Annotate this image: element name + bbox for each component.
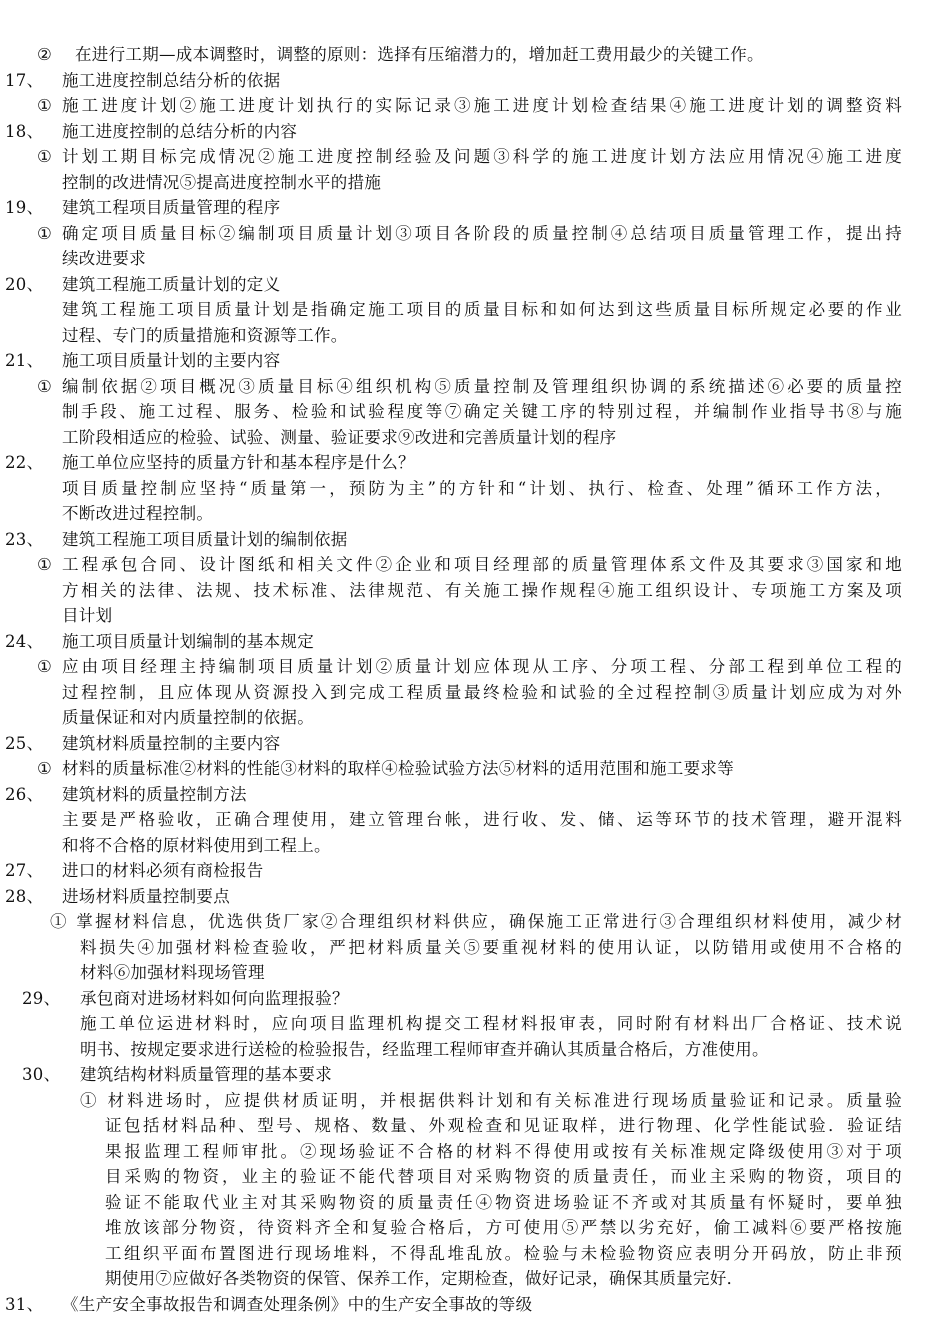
item-number: 22、 <box>5 453 44 472</box>
line-text: 施工项目质量计划编制的基本规定 <box>62 631 314 651</box>
line-text: 进场材料质量控制要点 <box>62 886 230 906</box>
line-text: 控制的改进情况⑤提高进度控制水平的措施 <box>62 172 382 192</box>
item-number: ① <box>37 376 53 396</box>
item-number: ① <box>37 759 53 778</box>
text-line <box>0 195 950 221</box>
item-number: 27、 <box>5 861 44 880</box>
line-text: 建筑工程施工项目质量计划的编制依据 <box>62 529 348 549</box>
item-number: 25、 <box>5 733 44 753</box>
text-line <box>0 833 950 859</box>
line-text: 工程承包合同、设计图纸和相关文件②企业和项目经理部的质量管理体系文件及其要求③国家和地 <box>62 555 902 574</box>
line-text: 施工项目质量计划的主要内容 <box>62 351 281 370</box>
text-line <box>0 348 950 374</box>
text-line <box>0 42 950 68</box>
line-text: 建筑工程施工质量计划的定义 <box>62 274 281 294</box>
line-text: 堆放该部分物资，待资料齐全和复验合格后，方可使用⑤严禁以劣充好，偷工减料⑥要严格按施 <box>105 1218 902 1237</box>
text-line <box>0 705 950 731</box>
text-line <box>0 731 950 757</box>
text-line <box>0 272 950 298</box>
line-text: 验证不能取代业主对其采购物资的质量责任④物资进场验证不齐或对其质量有怀疑时，要单独 <box>105 1192 902 1212</box>
line-text: 计划工期目标完成情况②施工进度控制经验及问题③科学的施工进度计划方法应用情况④施工进度 <box>62 147 902 166</box>
line-text: 建筑材料的质量控制方法 <box>62 784 247 804</box>
line-text: 编制依据②项目概况③质量目标④组织机构⑤质量控制及管理组织协调的系统描述⑥必要的质量控 <box>62 376 902 396</box>
line-text: 施工进度控制总结分析的依据 <box>62 70 281 90</box>
text-line <box>0 680 950 706</box>
text-line <box>0 68 950 94</box>
text-line <box>0 1190 950 1216</box>
line-text: 质量保证和对内质量控制的依据。 <box>62 708 314 727</box>
line-text: 明书、按规定要求进行送检的检验报告，经监理工程师审查并确认其质量合格后，方准使用。 <box>80 1039 769 1059</box>
text-line <box>0 221 950 247</box>
text-line <box>0 170 950 196</box>
line-text: 主要是严格验收，正确合理使用，建立管理台帐，进行收、发、储、运等环节的技术管理，避开混料 <box>62 810 902 829</box>
text-line <box>0 960 950 986</box>
text-line <box>0 1241 950 1267</box>
line-text: 制手段、施工过程、服务、检验和试验程度等⑦确定关键工序的特别过程，并编制作业指导书⑧与施 <box>62 402 902 421</box>
document-page <box>0 42 950 1317</box>
text-line <box>0 884 950 910</box>
line-text: 建筑工程项目质量管理的程序 <box>62 198 281 217</box>
line-text: 施工进度计划②施工进度计划执行的实际记录③施工进度计划检查结果④施工进度计划的调整资料 <box>62 96 902 115</box>
text-line <box>0 986 950 1012</box>
text-line <box>0 1266 950 1292</box>
line-text: 证包括材料品种、型号、规格、数量、外观检查和见证取样，进行物理、化学性能试验．验证结 <box>105 1116 902 1135</box>
line-text: 目采购的物资，业主的验证不能代替项目对采购物资的质量责任，而业主采购的物资，项目的 <box>105 1167 902 1186</box>
line-text: ① 材料进场时，应提供材质证明，并根据供料计划和有关标准进行现场质量验证和记录。质量验 <box>80 1090 902 1110</box>
line-text: 过程、专门的质量措施和资源等工作。 <box>62 325 348 345</box>
text-line <box>0 782 950 808</box>
item-number: 31、 <box>5 1294 44 1314</box>
line-text: 目计划 <box>62 606 113 625</box>
line-text: 应由项目经理主持编制项目质量计划②质量计划应体现从工序、分项工程、分部工程到单位工程的 <box>62 657 902 676</box>
text-line <box>0 756 950 782</box>
text-line <box>0 1062 950 1088</box>
text-line <box>0 1011 950 1037</box>
line-text: 承包商对进场材料如何向监理报验？ <box>80 988 349 1008</box>
text-line <box>0 935 950 961</box>
line-text: 《生产安全事故报告和调查处理条例》中的生产安全事故的等级 <box>62 1294 533 1314</box>
item-number: 28、 <box>5 886 44 906</box>
item-number: 17、 <box>5 70 44 90</box>
text-line <box>0 1139 950 1165</box>
item-number: ① <box>37 657 53 676</box>
line-text: 建筑材料质量控制的主要内容 <box>62 733 281 753</box>
text-line <box>0 119 950 145</box>
item-number: 19、 <box>5 198 44 217</box>
text-line <box>0 144 950 170</box>
line-text: 方相关的法律、法规、技术标准、法律规范、有关施工操作规程④施工组织设计、专项施工方案及项 <box>62 580 902 600</box>
line-text: 果报监理工程师审批。②现场验证不合格的材料不得使用或按有关标准规定降级使用③对于项 <box>105 1141 902 1161</box>
item-number: 30、 <box>22 1065 61 1084</box>
text-line <box>0 501 950 527</box>
item-number: 26、 <box>5 784 44 804</box>
line-text: 期使用⑦应做好各类物资的保管、保养工作，定期检查，做好记录，确保其质量完好． <box>105 1269 744 1288</box>
text-line <box>0 374 950 400</box>
text-line <box>0 399 950 425</box>
line-text: 施工单位运进材料时，应向项目监理机构提交工程材料报审表，同时附有材料出厂合格证、技术说 <box>80 1014 902 1033</box>
text-line <box>0 1113 950 1139</box>
text-line <box>0 1088 950 1114</box>
line-text: 施工单位应坚持的质量方针和基本程序是什么？ <box>62 453 415 472</box>
text-line <box>0 552 950 578</box>
item-number: ① <box>37 147 53 166</box>
line-text: ① 掌握材料信息，优选供货厂家②合理组织材料供应，确保施工正常进行③合理组织材料使用，减少材 <box>50 912 902 931</box>
line-text: 材料的质量标准②材料的性能③材料的取样④检验试验方法⑤材料的适用范围和施工要求等 <box>62 759 734 778</box>
item-number: ② <box>37 45 53 64</box>
item-number: 23、 <box>5 529 44 549</box>
line-text: 建筑工程施工项目质量计划是指确定施工项目的质量目标和如何达到这些质量目标所规定必要的作业 <box>62 300 902 319</box>
text-line <box>0 93 950 119</box>
text-line <box>0 1037 950 1063</box>
text-line <box>0 858 950 884</box>
text-line <box>0 323 950 349</box>
line-text: 不断改进过程控制。 <box>62 504 214 523</box>
line-text: 确定项目质量目标②编制项目质量计划③项目各阶段的质量控制④总结项目质量管理工作，提出持 <box>62 223 902 243</box>
text-line <box>0 1215 950 1241</box>
line-text: 施工进度控制的总结分析的内容 <box>62 121 298 141</box>
text-line <box>0 297 950 323</box>
item-number: 18、 <box>5 121 44 141</box>
item-number: 29、 <box>22 988 61 1008</box>
text-line <box>0 425 950 451</box>
text-line <box>0 603 950 629</box>
item-number: ① <box>37 555 53 574</box>
line-text: 料损失④加强材料检查验收，严把材料质量关⑤要重视材料的使用认证，以防错用或使用不合格的 <box>80 937 902 957</box>
text-line <box>0 1164 950 1190</box>
line-text: 工阶段相适应的检验、试验、测量、验证要求⑨改进和完善质量计划的程序 <box>62 427 617 447</box>
text-line <box>0 807 950 833</box>
line-text: 续改进要求 <box>62 249 146 268</box>
item-number: ① <box>37 223 53 243</box>
item-number: ① <box>37 96 53 115</box>
line-text: 进口的材料必须有商检报告 <box>62 861 264 880</box>
line-text: 项目质量控制应坚持“质量第一，预防为主”的方针和“计划、执行、检查、处理”循环工作方法， <box>62 478 892 498</box>
text-line <box>0 909 950 935</box>
text-line <box>0 629 950 655</box>
item-number: 21、 <box>5 351 44 370</box>
text-line <box>0 654 950 680</box>
line-text: 在进行工期—成本调整时，调整的原则：选择有压缩潜力的，增加赶工费用最少的关键工作。 <box>75 45 764 64</box>
text-line <box>0 246 950 272</box>
line-text: 过程控制，且应体现从资源投入到完成工程质量最终检验和试验的全过程控制③质量计划应成为对外 <box>62 682 902 702</box>
text-line <box>0 527 950 553</box>
line-text: 材料⑥加强材料现场管理 <box>80 963 265 982</box>
text-line <box>0 578 950 604</box>
text-line <box>0 450 950 476</box>
item-number: 20、 <box>5 274 44 294</box>
line-text: 建筑结构材料质量管理的基本要求 <box>80 1065 332 1084</box>
text-line <box>0 1292 950 1318</box>
text-line <box>0 476 950 502</box>
item-number: 24、 <box>5 631 44 651</box>
line-text: 和将不合格的原材料使用到工程上。 <box>62 835 331 855</box>
line-text: 工组织平面布置图进行现场堆料，不得乱堆乱放。检验与未检验物资应表明分开码放，防止非预 <box>105 1243 902 1263</box>
